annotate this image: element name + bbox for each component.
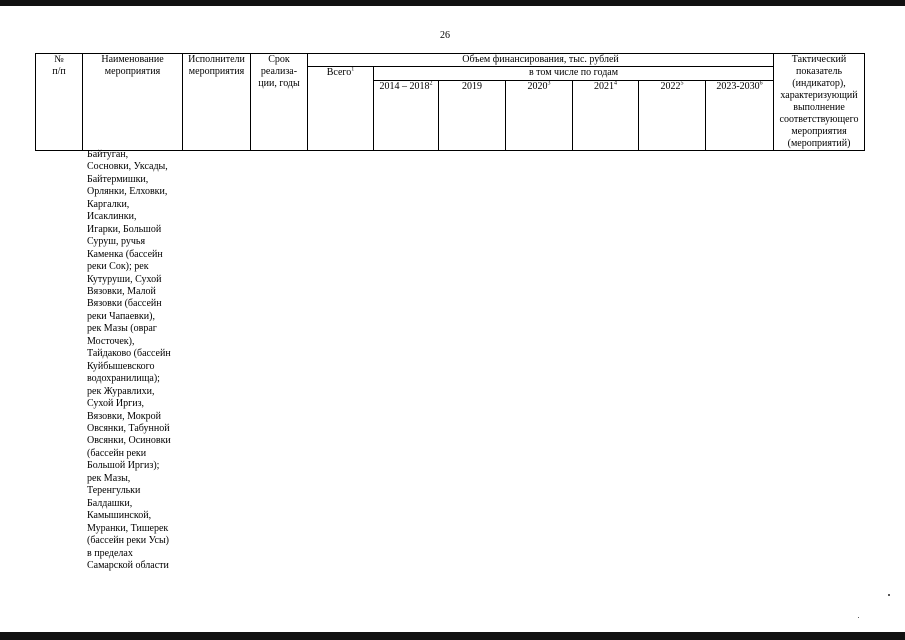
text-line: Вязовки, Малой	[87, 285, 156, 297]
header-cell-name: Наименование мероприятия	[83, 54, 183, 151]
text-line: Тайдаково (бассейн	[87, 348, 171, 360]
text-line: Суруш, ручья	[87, 236, 146, 248]
event-name-continuation	[87, 149, 182, 572]
text-line: Исаклинки,	[87, 211, 137, 223]
text-line: водохранилища);	[87, 373, 160, 385]
page-number: 26	[440, 30, 450, 41]
text-line: Овсянки, Осиновки	[87, 435, 171, 447]
text-line: Каргалки,	[87, 198, 130, 210]
financing-table-header	[35, 53, 865, 151]
text-line: Каменка (бассейн	[87, 248, 163, 260]
text-line: (бассейн реки	[87, 447, 147, 459]
text-line: Сухой Иргиз,	[87, 398, 145, 410]
text-line: в пределах	[87, 547, 133, 559]
text-line: Балдашки,	[87, 497, 133, 509]
text-line: Куйбышевского	[87, 360, 155, 372]
text-line: реки Чапаевки),	[87, 310, 155, 322]
header-cell-year: 2022$^5$	[639, 81, 706, 151]
text-line: Сосновки, Уксады,	[87, 161, 168, 173]
header-cell-term: Срок реализа- ции, годы	[251, 54, 308, 151]
header-cell-year: 2019	[439, 81, 506, 151]
text-line: реки Сок); рек	[87, 261, 149, 273]
header-cell-total: Всего$^1$	[308, 67, 374, 151]
bottom-scan-border	[0, 632, 905, 640]
header-cell-year: 2023-2030$^6$	[706, 81, 774, 151]
text-line: рек Мазы (овраг	[87, 323, 157, 335]
text-line: Кутуруши, Сухой	[87, 273, 162, 285]
header-cell-executors: Исполнители мероприятия	[183, 54, 251, 151]
text-line: Вязовки, Мокрой	[87, 410, 161, 422]
header-cell-year: 2020$^3$	[506, 81, 573, 151]
text-line: Большой Иргиз);	[87, 460, 160, 472]
text-line: Игарки, Большой	[87, 223, 162, 235]
text-line: Овсянки, Табунной	[87, 422, 170, 434]
text-line: Вязовки (бассейн	[87, 298, 162, 310]
text-line: Байтермишки,	[87, 173, 149, 185]
text-line: Самарской области	[87, 559, 169, 571]
header-cell-number: № п/п	[36, 54, 83, 151]
text-line: Теренгульки	[87, 485, 141, 497]
text-line: (бассейн реки Усы)	[87, 535, 170, 547]
text-line: Байтуган,	[87, 149, 129, 160]
header-cell-indicator: Тактический показатель (индикатор), характеризующий выполнение соответствующего мероприятия (мероприятий)	[774, 54, 865, 151]
header-cell-including-years: в том числе по годам	[374, 67, 774, 81]
top-scan-border	[0, 0, 905, 6]
text-line: рек Журавлихи,	[87, 385, 155, 397]
text-line: Орлянки, Елховки,	[87, 186, 168, 198]
text-line: Мосточек),	[87, 335, 135, 347]
scan-speck	[888, 594, 890, 596]
text-line: Муранки, Тишерек	[87, 522, 169, 534]
header-cell-year: 2021$^4$	[573, 81, 639, 151]
text-line: рек Мазы,	[87, 472, 131, 484]
scan-speck	[858, 617, 859, 618]
text-line: Камышинской,	[87, 510, 152, 522]
header-cell-financing: Объем финансирования, тыс. рублей	[308, 54, 774, 67]
header-cell-year: 2014 – 2018$^2$	[374, 81, 439, 151]
